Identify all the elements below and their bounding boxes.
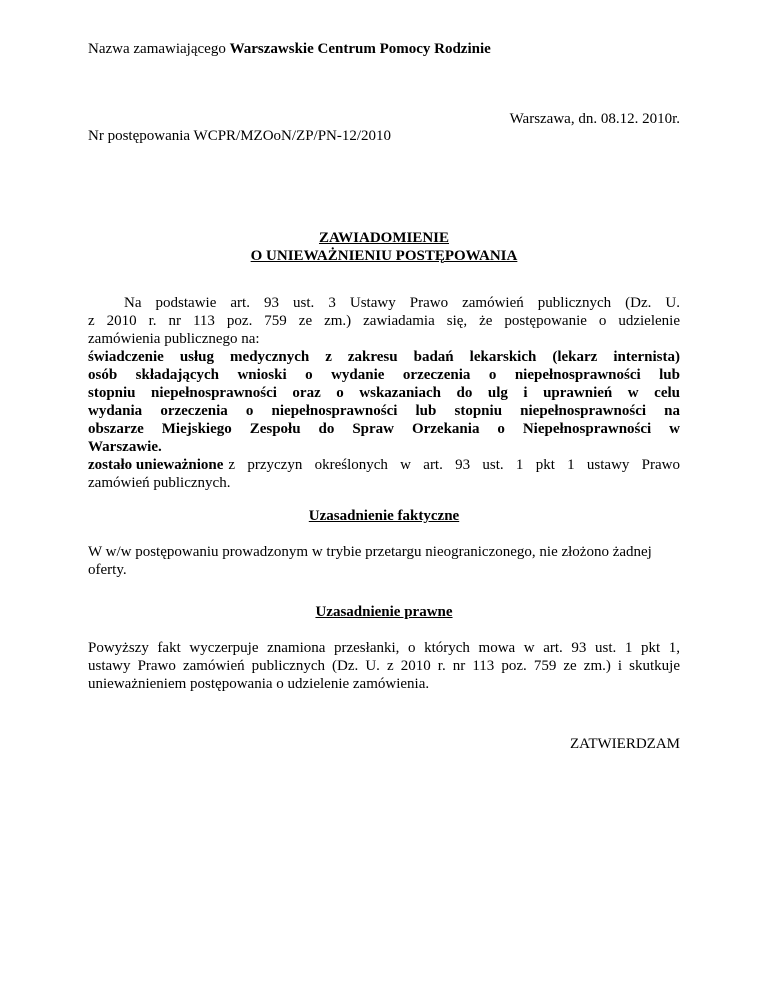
document-title: [88, 229, 680, 265]
legal-line-3: unieważnieniem postępowania o udzielenie zamówienia.: [88, 676, 430, 692]
factual-line-2: oferty.: [88, 562, 127, 578]
orderer-line: [88, 40, 491, 58]
result-bold: zostało unieważnione: [88, 457, 224, 473]
proceeding-number: Nr postępowania WCPR/MZOoN/ZP/PN-12/2010: [88, 128, 392, 144]
title-line-2: O UNIEWAŻNIENIU POSTĘPOWANIA: [250, 248, 518, 264]
legal-heading: Uzasadnienie prawne: [315, 604, 453, 620]
result-rest: z przyczyn określonych w art. 93 ust. 1 pkt 1 ustawy Prawo: [228, 457, 680, 473]
result-paragraph: [88, 456, 680, 492]
subject-line-6: Warszawie.: [88, 439, 162, 455]
orderer-name: Warszawskie Centrum Pomocy Rodzinie: [229, 41, 491, 57]
legal-line-1: Powyższy fakt wyczerpuje znamiona przesłanki, o których mowa w art. 93 ust. 1 pkt 1,: [88, 640, 680, 656]
subject-line-4: wydania orzeczenia o niepełnosprawności lub stopniu niepełnosprawności na: [88, 403, 680, 419]
intro-paragraph: [88, 294, 680, 348]
intro-line-3: zamówienia publicznego na:: [88, 331, 260, 347]
result-line-1: [88, 456, 680, 474]
approval-label: ZATWIERDZAM: [570, 736, 680, 752]
subject-line-1: świadczenie usług medycznych z zakresu badań lekarskich (lekarz internista): [88, 349, 680, 365]
title-line-1: ZAWIADOMIENIE: [318, 230, 450, 246]
result-line-2: zamówień publicznych.: [88, 475, 231, 491]
subject-line-3: stopniu niepełnosprawności oraz o wskazaniach do ulg i uprawnień w celu: [88, 385, 680, 401]
subject-line-5: obszarze Miejskiego Zespołu do Spraw Orzekania o Niepełnosprawności w: [88, 421, 680, 437]
factual-heading: Uzasadnienie faktyczne: [308, 508, 460, 524]
order-subject: [88, 348, 680, 456]
legal-line-2: ustawy Prawo zamówień publicznych (Dz. U. z 2010 r. nr 113 poz. 759 ze zm.) i skutkuje: [88, 658, 680, 674]
intro-line-2: z 2010 r. nr 113 poz. 759 ze zm.) zawiadamia się, że postępowanie o udzielenie: [88, 313, 680, 329]
place-date: Warszawa, dn. 08.12. 2010r.: [509, 111, 680, 127]
legal-paragraph: [88, 639, 680, 693]
subject-line-2: osób składających wnioski o wydanie orzeczenia o niepełnosprawności lub: [88, 367, 680, 383]
factual-line-1: W w/w postępowaniu prowadzonym w trybie przetargu nieograniczonego, nie złożono żadnej: [88, 544, 652, 560]
intro-line-1: Na podstawie art. 93 ust. 3 Ustawy Prawo zamówień publicznych (Dz. U.: [124, 295, 680, 311]
orderer-label: Nazwa zamawiającego: [88, 41, 226, 57]
factual-paragraph: [88, 543, 680, 579]
